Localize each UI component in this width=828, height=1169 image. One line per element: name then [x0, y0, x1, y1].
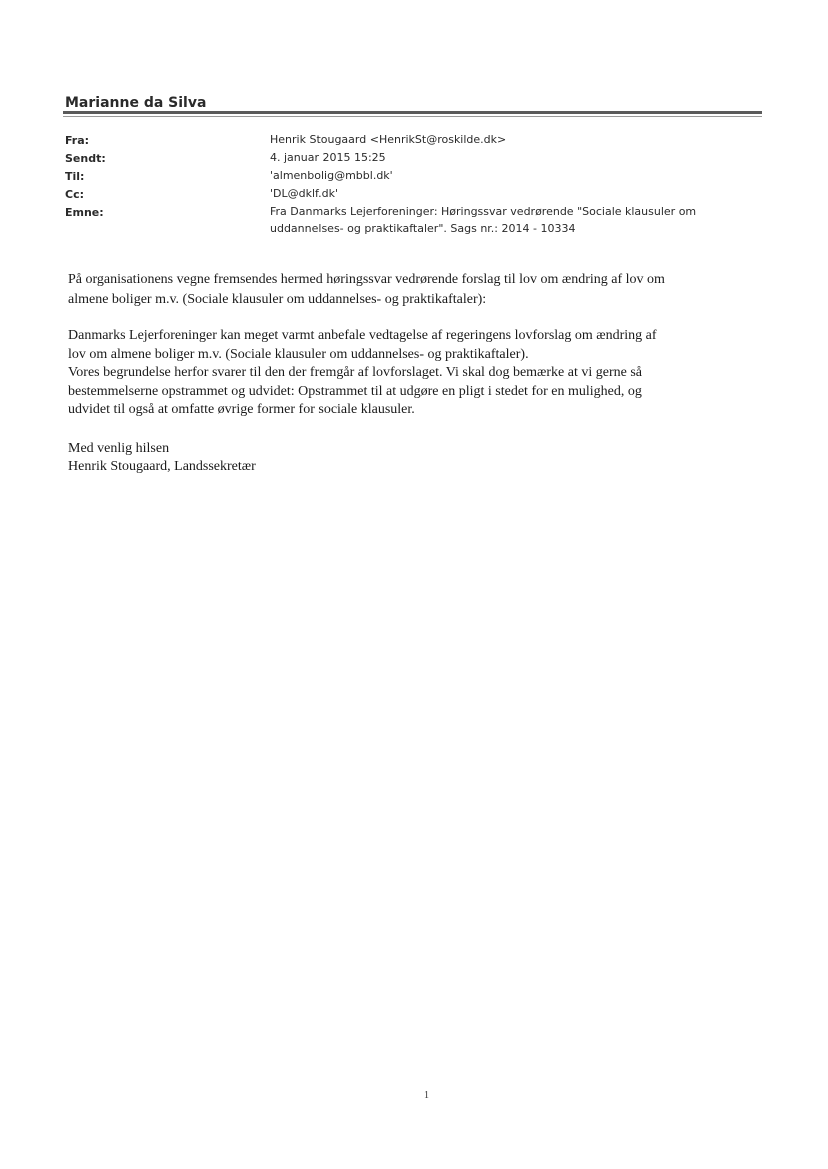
body-paragraph-2-line-4: bestemmelserne opstrammet og udvidet: Opstrammet til at udgøre en pligt i stedet for en mulighed, og	[68, 384, 642, 399]
body-paragraph-2-line-5: udvidet til også at omfatte øvrige former for sociale klausuler.	[68, 402, 415, 417]
body-paragraph-2-line-1: Danmarks Lejerforeninger kan meget varmt anbefale vedtagelse af regeringens lovforslag om ændring af	[68, 328, 657, 343]
from-value: Henrik Stougaard <HenrikSt@roskilde.dk>	[270, 133, 507, 146]
body-paragraph-2-line-2: lov om almene boliger m.v. (Sociale klausuler om uddannelses- og praktikaftaler).	[68, 347, 529, 362]
to-value: 'almenbolig@mbbl.dk'	[270, 169, 393, 182]
body-paragraph-1-line-2: almene boliger m.v. (Sociale klausuler om uddannelses- og praktikaftaler):	[68, 292, 487, 307]
to-label: Til:	[65, 170, 85, 183]
subject-label: Emne:	[65, 206, 104, 219]
header-divider-thick	[63, 111, 762, 114]
signature: Henrik Stougaard, Landssekretær	[68, 459, 256, 474]
body-paragraph-1-line-1: På organisationens vegne fremsendes hermed høringssvar vedrørende forslag til lov om ændring af lov om	[68, 272, 665, 287]
subject-line-2: uddannelses- og praktikaftaler". Sags nr.: 2014 - 10334	[270, 222, 576, 235]
page-number: 1	[424, 1090, 429, 1101]
from-label: Fra:	[65, 134, 90, 147]
mailbox-owner-name: Marianne da Silva	[65, 95, 207, 111]
sent-value: 4. januar 2015 15:25	[270, 151, 386, 164]
header-divider-thin	[63, 116, 762, 117]
subject-line-1: Fra Danmarks Lejerforeninger: Høringssvar vedrørende "Sociale klausuler om	[270, 205, 697, 218]
body-paragraph-2-line-3: Vores begrundelse herfor svarer til den der fremgår af lovforslaget. Vi skal dog bemærke at vi gerne så	[68, 365, 642, 380]
sent-label: Sendt:	[65, 152, 106, 165]
cc-label: Cc:	[65, 188, 84, 201]
closing-greeting: Med venlig hilsen	[68, 441, 170, 456]
cc-value: 'DL@dklf.dk'	[270, 187, 338, 200]
